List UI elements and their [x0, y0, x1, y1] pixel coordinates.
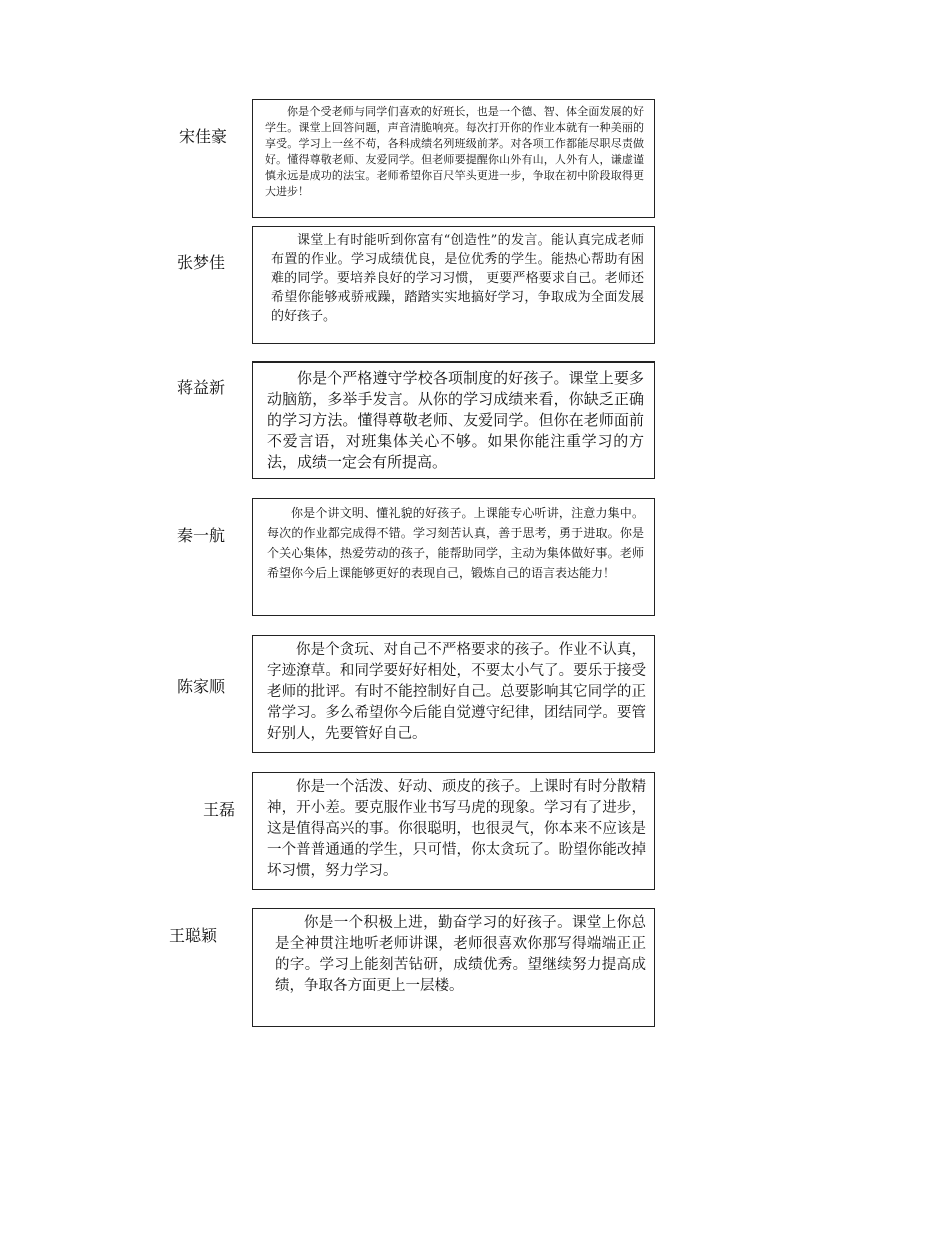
comment-box	[252, 908, 655, 1027]
student-name: 张梦佳	[177, 253, 226, 272]
student-name: 宋佳豪	[179, 127, 228, 146]
comment-box	[252, 226, 655, 344]
comment-text: 课堂上有时能听到你富有“创造性”的发言。能认真完成老师布置的作业。学习成绩优良，是位优秀的学生。能热心帮助有困难的同学。要培养良好的学习习惯， 更要严格要求自己。老师还希望你能够戒骄戒躁，踏踏实实地搞好学习，争取成为全面发展的好孩子。	[271, 233, 644, 324]
student-name: 秦一航	[177, 526, 226, 545]
student-name: 陈家顺	[177, 677, 226, 696]
comment-box	[252, 635, 655, 753]
comment-box	[252, 772, 655, 890]
student-name: 王聪颖	[169, 926, 218, 945]
comment-box	[252, 498, 655, 616]
comment-text: 你是一个积极上进，勤奋学习的好孩子。课堂上你总是全神贯注地听老师讲课，老师很喜欢你那写得端端正正的字。学习上能刻苦钻研，成绩优秀。望继续努力提高成绩，争取各方面更上一层楼。	[275, 915, 646, 994]
comment-text: 你是个受老师与同学们喜欢的好班长，也是一个德、智、体全面发展的好学生。课堂上回答问题，声音清脆响亮。每次打开你的作业本就有一种美丽的享受。学习上一丝不苟，各科成绩名列班级前茅。对各项工作都能尽职尽责做好。懂得尊敬老师、友爱同学。但老师要提醒你山外有山，人外有人，谦虚谨慎永远是成功的法宝。老师希望你百尺竿头更进一步，争取在初中阶段取得更大进步！	[265, 105, 644, 198]
comment-text: 你是一个活泼、好动、顽皮的孩子。上课时有时分散精神，开小差。要克服作业书写马虎的现象。学习有了进步，这是值得高兴的事。你很聪明，也很灵气，你本来不应该是一个普普通通的学生，只可惜，你太贪玩了。盼望你能改掉坏习惯，努力学习。	[267, 779, 646, 879]
comment-text: 你是个贪玩、对自己不严格要求的孩子。作业不认真，字迹潦草。和同学要好好相处，不要太小气了。要乐于接受老师的批评。有时不能控制好自己。总要影响其它同学的正常学习。多么希望你今后能自觉遵守纪律，团结同学。要管好别人，先要管好自己。	[267, 642, 646, 742]
comment-text: 你是个严格遵守学校各项制度的好孩子。课堂上要多动脑筋，多举手发言。从你的学习成绩来看，你缺乏正确的学习方法。懂得尊敬老师、友爱同学。但你在老师面前不爱言语，对班集体关心不够。如果你能注重学习的方法，成绩一定会有所提高。	[267, 369, 644, 471]
student-name: 王磊	[203, 800, 236, 819]
comment-box	[252, 99, 655, 218]
student-name: 蒋益新	[177, 378, 226, 397]
comment-box	[252, 361, 655, 479]
comment-text: 你是个讲文明、懂礼貌的好孩子。上课能专心听讲，注意力集中。每次的作业都完成得不错。学习刻苦认真，善于思考，勇于进取。你是个关心集体，热爱劳动的孩子，能帮助同学，主动为集体做好事。老师希望你今后上课能够更好的表现自己，锻炼自己的语言表达能力！	[267, 506, 644, 580]
